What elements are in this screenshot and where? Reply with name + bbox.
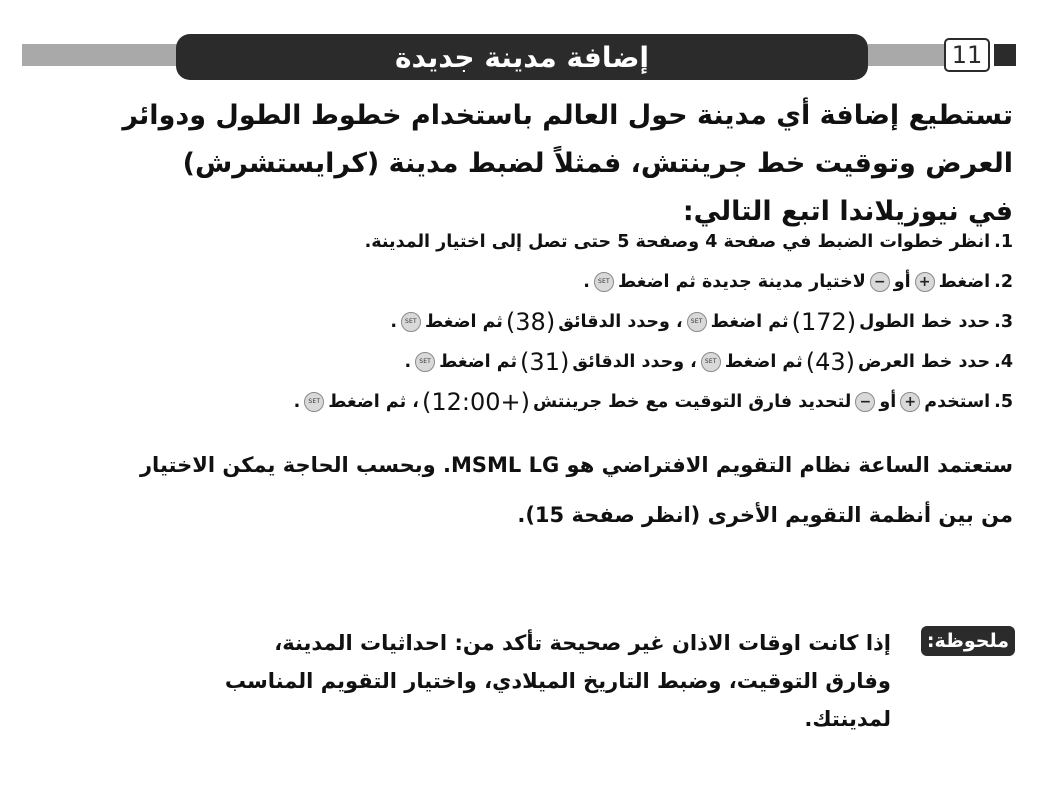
step-number: 1. <box>994 232 1013 252</box>
minus-button-icon: − <box>870 272 890 292</box>
set-button-icon: SET <box>304 392 324 412</box>
latitude-minutes-value: (31) <box>520 348 570 376</box>
gmt-offset-value: (+12:00) <box>421 388 530 416</box>
note-line: وفارق التوقيت، وضبط التاريخ الميلادي، واختيار التقويم المناسب <box>224 669 891 693</box>
note-line: إذا كانت اوقات الاذان غير صحيحة تأكد من: احداثيات المدينة، <box>274 631 891 655</box>
step-text: اضغط <box>938 272 991 292</box>
step-number: 3. <box>994 312 1013 332</box>
calendar-line: من بين أنظمة التقويم الأخرى (انظر صفحة 15). <box>517 503 1013 527</box>
step-5 <box>53 382 1013 422</box>
step-text: ، وحدد الدقائق <box>558 312 683 332</box>
step-text: لتحديد فارق التوقيت مع خط جرينتش <box>532 392 852 412</box>
step-end: . <box>390 312 397 332</box>
page-number: 11 <box>944 38 990 72</box>
steps-list <box>53 222 1013 422</box>
note-paragraph <box>131 624 891 738</box>
step-number: 5. <box>994 392 1013 412</box>
step-number: 4. <box>994 352 1013 372</box>
step-3 <box>53 302 1013 342</box>
minus-button-icon: − <box>855 392 875 412</box>
header-bar-right <box>868 44 946 66</box>
step-end: . <box>583 272 590 292</box>
step-text: ثم اضغط <box>710 312 789 332</box>
step-end: . <box>404 352 412 372</box>
note-label: ملحوظة: <box>921 626 1015 656</box>
step-text: حدد خط الطول <box>859 312 991 332</box>
step-text: أو <box>879 392 897 412</box>
calendar-line: ستعتمد الساعة نظام التقويم الافتراضي هو MSML LG. وبحسب الحاجة يمكن الاختيار <box>139 453 1013 477</box>
step-number: 2. <box>994 272 1013 292</box>
step-end: . <box>293 392 301 412</box>
step-2 <box>53 262 1013 302</box>
plus-button-icon: + <box>900 392 920 412</box>
step-text: استخدم <box>924 392 991 412</box>
note-line: لمدينتك. <box>804 707 891 731</box>
step-text: ثم اضغط <box>724 352 803 372</box>
step-text: ثم اضغط <box>424 312 503 332</box>
plus-button-icon: + <box>915 272 935 292</box>
step-text: ، وحدد الدقائق <box>572 352 697 372</box>
title-banner <box>176 34 868 80</box>
latitude-degrees-value: (43) <box>805 348 856 376</box>
step-4 <box>53 342 1013 382</box>
step-text: انظر خطوات الضبط في صفحة 4 وصفحة 5 حتى تصل إلى اختيار المدينة. <box>364 232 991 252</box>
set-button-icon: SET <box>701 352 721 372</box>
step-1 <box>53 222 1013 262</box>
step-text: حدد خط العرض <box>858 352 991 372</box>
set-button-icon: SET <box>687 312 707 332</box>
intro-line: في نيوزيلاندا اتبع التالي: <box>682 196 1013 227</box>
longitude-minutes-value: (38) <box>505 308 556 336</box>
longitude-degrees-value: (172) <box>791 308 857 336</box>
calendar-paragraph <box>53 440 1013 540</box>
intro-line: تستطيع إضافة أي مدينة حول العالم باستخدام خطوط الطول ودوائر <box>122 100 1013 131</box>
step-text: ، ثم اضغط <box>328 392 419 412</box>
intro-paragraph <box>53 92 1013 236</box>
step-text: لاختيار مدينة جديدة ثم اضغط <box>617 272 866 292</box>
set-button-icon: SET <box>594 272 614 292</box>
set-button-icon: SET <box>401 312 421 332</box>
step-text: ثم اضغط <box>439 352 518 372</box>
step-text: أو <box>893 272 911 292</box>
header-bar-tail <box>994 44 1016 66</box>
intro-line: العرض وتوقيت خط جرينتش، فمثلاً لضبط مدينة (كرايستشرش) <box>182 148 1013 179</box>
page-title: إضافة مدينة جديدة <box>395 40 649 74</box>
header-bar-left <box>22 44 182 66</box>
set-button-icon: SET <box>415 352 435 372</box>
